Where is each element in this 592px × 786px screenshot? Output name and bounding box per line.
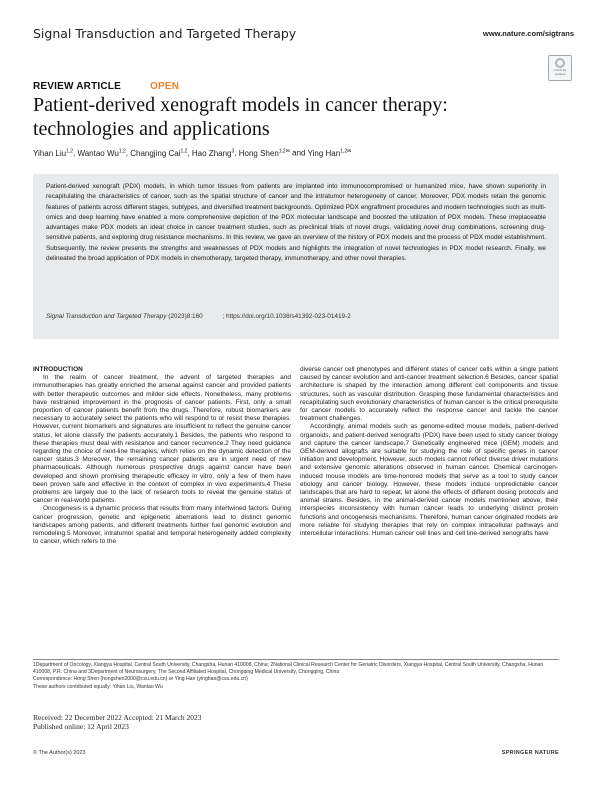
author-list: Yihan Liu$^{1,2}$, Wantao Wu$^{1,2}$, Changjing Cai$^{1,2}$, Hao Zhang$^3$, Hong Shen$^{1,2✉}$ and Ying Han$^{1,2✉}$: [33, 148, 352, 158]
check-updates-icon: [555, 58, 565, 68]
journal-name: Signal Transduction and Targeted Therapy: [33, 26, 297, 41]
citation-details: (2023)8:160: [168, 313, 203, 320]
citation-journal: Signal Transduction and Targeted Therapy: [46, 313, 167, 320]
body-column-left: [33, 366, 291, 546]
equal-contribution-text: These authors contributed equally: Yihan Liu, Wantao Wu: [33, 683, 163, 690]
author-name[interactable]: Hao Zhang$^3$: [191, 148, 235, 158]
doi-link[interactable]: ; https://doi.org/10.1038/s41392-023-01419-2: [222, 313, 351, 320]
author-name[interactable]: Changjing Cai$^{1,2}$: [130, 148, 188, 158]
author-name[interactable]: Yihan Liu$^{1,2}$: [33, 148, 74, 158]
published-date: Published online: 12 April 2023: [33, 722, 129, 731]
abstract-box: [33, 174, 559, 339]
section-heading-introduction: INTRODUCTION: [33, 366, 83, 373]
check-for-updates-badge[interactable]: [548, 55, 572, 81]
abstract-text: Patient-derived xenograft (PDX) models, in which tumor tissues from patients are implanted into immunocompromised or humanized mice, have shown superiority in recapitulating the characteristics of cancer, such as the spatial structure of cancer and the intratumor heterogeneity of cancer. Moreover, PDX models retain the genomic features of patients across different stages, subtypes, and diversified treatment backgrounds. Optimized PDX engraftment procedures and modern technologies such as multi-omics and deep learning have enabled a more comprehensive depiction of the PDX molecular landscape and boosted the utilization of PDX models. These irreplaceable advantages make PDX models an ideal choice in cancer treatment studies, such as preclinical trials of novel drugs, validating novel drug combinations, screening drug-sensitive patients, and exploring drug resistance mechanisms. In this review, we gave an overview of the history of PDX models and the process of PDX model establishment. Subsequently, the review presents the strengths and weaknesses of PDX models and highlights the integration of novel technologies in PDX model research. Finally, we delineated the broad application of PDX models in chemotherapy, targeted therapy, immunotherapy, and other novel therapies.: [46, 183, 546, 263]
body-paragraph: In the realm of cancer treatment, the advent of targeted therapies and immunotherapies has greatly enriched the arsenal against cancer and provided patients with better therapeutic outcomes and milder side effects. Nonetheless, many problems have restrained improvement in the prognosis of cancer patients. First, only a small proportion of cancer patients benefit from the drugs. Therefore, robust biomarkers are necessary to accurately select the patients who will respond to or resist these therapies. However, current biomarkers and signatures are insufficient to reflect the genuine cancer status, let alone classify the patients accurately.1 Besides, the patients who respond to these therapies must deal with resistance and cancer recurrence.2 They need guidance regarding the choice of next-line therapies, which relies on the dynamic detection of the cancer status.3 Moreover, the remaining cancer patients are in urgent need of new pharmaceuticals. Although numerous prospective drugs against cancer have been developed and shown promising therapeutic efficacy in vitro, only a few of them have been proven safe and effective in the context of complex in vivo experiments.4 These problems are largely due to the lack of research tools to reveal the genuine status of cancer in real-world patients.: [33, 374, 291, 505]
article-kicker: [33, 81, 179, 92]
open-access-label: OPEN: [149, 81, 180, 92]
journal-url[interactable]: www.nature.com/sigtrans: [483, 29, 574, 38]
copyright-notice: © The Author(s) 2023: [33, 750, 86, 756]
body-paragraph: Accordingly, animal models such as genome-edited mouse models, patient-derived organoids, and patient-derived xenografts (PDX) have been used to study cancer biology and capture the cancer landscape.7 Genetically engineered mice (GEM) models and GEM-derived allografts are suitable for studying the role of specific genes in cancer initiation and development. However, such models cannot reflect diverse driver mutations and extensive genomic alterations observed in human cancer. Chemical carcinogen-induced mouse models are time-honored models that serve as a tool to study cancer etiology and cancer biology. However, these models induce unpredictable cancer landscapes that are hard to repeat, let alone the effects of different dosing protocols and animal strains. Besides, in the animal-derived cancer models mentioned above, their interspecies inconsistency with human cancer leads to underlying distinct protein functions and oncogenesis mechanisms. Therefore, human cancer originated models are more reliable for studying therapies that rely on complex intracellular pathways and intercellular interactions. Human cancer cell lines and cell line-derived xenografts have: [300, 423, 558, 538]
author-affiliation-marker: 1,2✉: [340, 148, 352, 154]
author-name[interactable]: Wantao Wu$^{1,2}$: [77, 148, 126, 158]
received-accepted-dates: Received: 22 December 2022 Accepted: 21 March 2023: [33, 713, 202, 722]
body-paragraph: diverse cancer cell phenotypes and different states of cancer cells within a single patient caused by cancer evolution and anti-cancer treatment selection.6 Besides, cancer spatial architecture is shaped by the interaction among different cell components and tissue structures, such as vascular distribution. Grasping these fundamental characteristics and recapitulating such evolutionary characteristics of human cancer is the critical prerequisite for cancer models to accurately reflect the response cancer and tackle the cancer treatment challenges.: [300, 366, 558, 423]
publisher-logo: SPRINGER NATURE: [501, 750, 559, 756]
author-affiliation-marker: 3: [231, 148, 235, 154]
body-paragraph: Oncogenesis is a dynamic process that results from many intertwined factors. During cancer progression, genetic and epigenetic aberrations lead to distinct genomic landscapes among patients, and different treatments further fuel genomic evolution and remodeling.5 Moreover, intratumor spatial and temporal heterogeneity added complexity to cancer, which refers to the: [33, 505, 291, 546]
author-name[interactable]: Ying Han$^{1,2✉}$: [307, 148, 352, 158]
page-header: [33, 26, 574, 42]
article-type: REVIEW ARTICLE: [33, 81, 121, 92]
article-title: Patient-derived xenograft models in cancer therapy: technologies and applications: [33, 94, 448, 140]
body-column-right: [300, 366, 558, 538]
author-name[interactable]: Hong Shen$^{1,2✉}$: [238, 148, 290, 158]
correspondence-text: Correspondence: Hong Shen (hongshen2000@csu.edu.cn) or Ying Han (yinghan@csu.edu.cn): [33, 676, 248, 683]
article-dates: [33, 713, 201, 731]
citation-line: [46, 313, 351, 320]
author-affiliation-marker: 1,2✉: [278, 148, 290, 154]
author-affiliation-marker: 1,2: [118, 148, 126, 154]
author-affiliation-marker: 1,2: [66, 148, 74, 154]
affiliation-text: 1Department of Oncology, Xiangya Hospital, Central South University, Changsha, Hunan 410008, China; 2National Clinical Research Center for Geriatric Disorders, Xiangya Hospital, Central South University, Changsha, Hunan 410008, P.R. China and 3Department of Neurosurgery, The Second Affiliated Hospital, Chongqing Medical University, Chongqing, China: [33, 662, 544, 676]
footnote-divider: [33, 659, 559, 660]
affiliations: [33, 662, 559, 691]
author-affiliation-marker: 1,2: [180, 148, 188, 154]
check-updates-label: Check for updates: [553, 68, 567, 76]
